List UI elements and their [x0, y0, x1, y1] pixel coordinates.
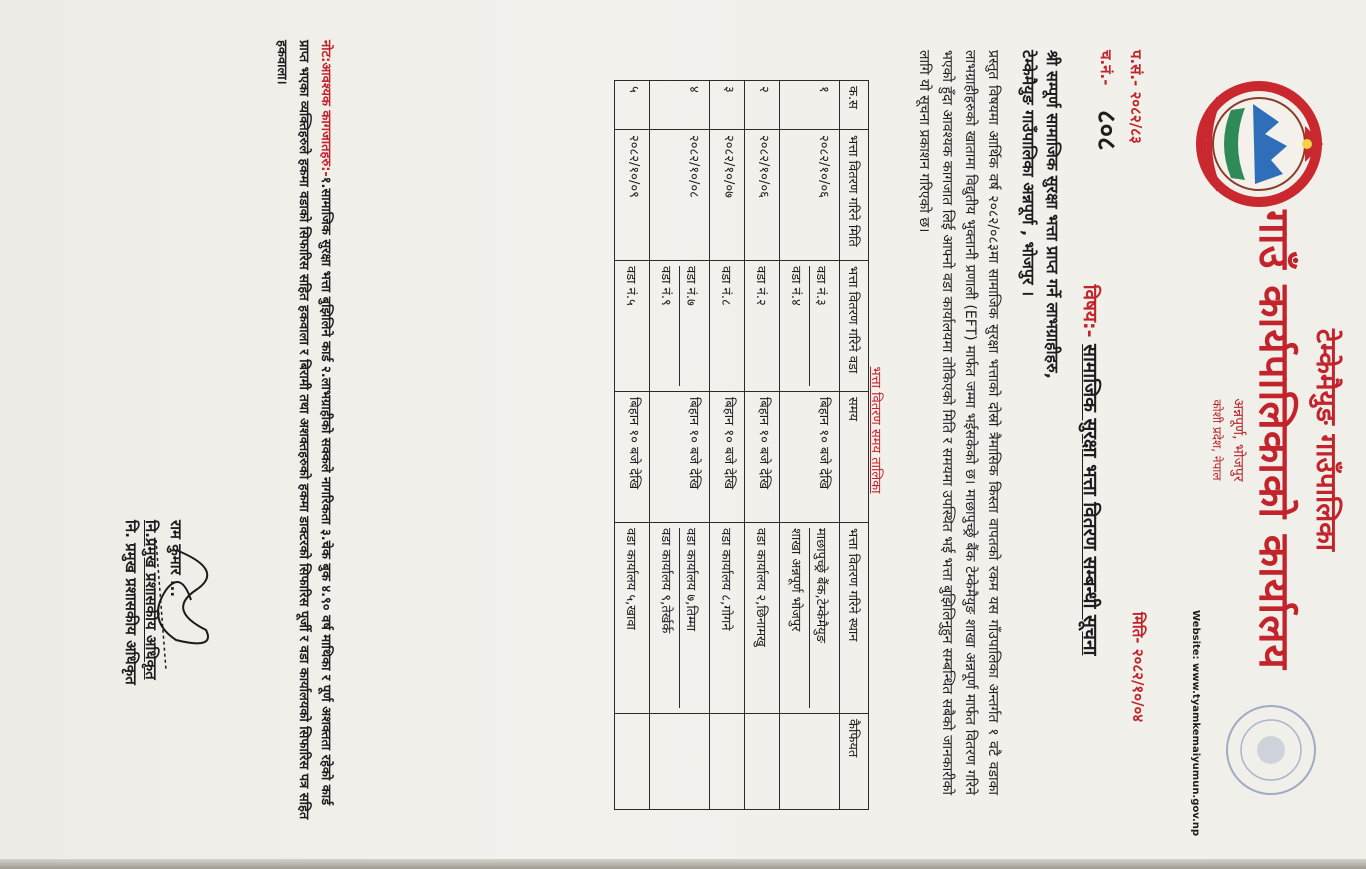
cell-ward-line: वडा नं.५ — [623, 266, 638, 306]
cell-place — [650, 523, 710, 714]
distribution-schedule-table — [614, 80, 869, 810]
cell-place — [780, 523, 840, 714]
header-serial: क.स — [840, 81, 869, 130]
cell-place-line: शाखा अन्नपूर्ण भोजपुर — [785, 528, 810, 708]
cell-ward-line: वडा नं.८ — [718, 266, 733, 306]
signatory-name: राम कुमार ... — [167, 520, 185, 598]
cell-ward — [745, 261, 780, 392]
header-remarks: कैफियत — [840, 714, 869, 810]
cell-place-line: वडा कार्यालय ५,खावा — [623, 528, 638, 630]
header-place: भत्ता वितरण गरिने स्थान — [840, 523, 869, 714]
signatory-title-1: नि.प्रमुख प्रशासकीय अधिकृत — [142, 520, 160, 680]
table-row — [650, 81, 710, 810]
cell-ward-line: वडा नं.३ — [813, 266, 828, 306]
body-paragraph: प्रस्तुत विषयमा आर्थिक वर्ष २०८२/०८३मा सामाजिक सुरक्षा भत्ताको दोस्रो त्रैमासिक किस्ता वापतको रकम यस गाँउपालिका अन्तर्गत १ वटै वडाका लाभग्राहीहरुको खातामा विद्युतीय भुक्तानी प्रणाली (EFT) मार्फत जम्मा भईसकेको छ। माछापुच्छ्रे बैंक टेम्केमैयुङ शाखा अन्नपूर्ण मार्फत वितरण गरिने भएको हुँदा आवश्यक कागजात लिई आफ्नो वडा कार्यालयमा तोकिएको मिति र समयमा उपस्थित भई भत्ता बुझिलिनुहुन सम्बन्धित सबैको जानकारीको लागि यो सूचना प्रकाशन गरिएको छ। — [916, 50, 1001, 795]
cell-remarks — [615, 714, 650, 810]
cell-date: २०८२/१०/०९ — [615, 130, 650, 261]
note-text: १.सामाजिक सुरक्षा भत्ता बुझिलिने कार्ड २.लाभग्राहीको सक्कले नागरिकता ३.चेक बुक ४.९० वर्ष माथिका र पूर्ण अशक्तता रहेको कार्ड प्राप्त भएका व्यक्तिहरुले हकमा वडाको सिफारिस सहित हकवाला र बिरामी तथा अशक्तहरुको हकमा डाक्टरको सिफारिस पूर्जी र वडा कार्यालयको सिफारिस पत्र सहित हकवाला। — [274, 40, 333, 820]
cell-date: २०८२/१०/०६ — [745, 130, 780, 261]
cell-serial: ५ — [615, 81, 650, 130]
cell-remarks — [710, 714, 745, 810]
cell-place — [615, 523, 650, 714]
table-row — [745, 81, 780, 810]
cell-date: २०८२/१०/०६ — [780, 130, 840, 261]
table-row — [780, 81, 840, 810]
cell-date: २०८२/१०/०७ — [710, 130, 745, 261]
website-line: Website: www.tyamkemaiyumun.gov.np — [1190, 610, 1201, 837]
cell-place-line: माछापुच्छ्रे बैंक,टेम्केमैयुङ — [813, 528, 828, 643]
dispatch-number-value: ८०८ — [1091, 110, 1121, 151]
cell-ward-line: वडा नं.४ — [785, 266, 810, 386]
cell-ward-line: वडा नं.९ — [655, 266, 680, 386]
cell-place-line: वडा कार्यालय ९,तेर्खर्क — [655, 528, 680, 708]
cell-place-line: वडा कार्यालय ७,तिम्मा — [683, 528, 698, 632]
subject-label: विषय:- — [1079, 284, 1101, 338]
cell-date: २०८२/१०/०८ — [650, 130, 710, 261]
note-block — [270, 40, 336, 830]
cell-place-line: वडा कार्यालय ८,गोगने — [718, 528, 733, 631]
cell-time: बिहान १० बजे देखि — [780, 392, 840, 523]
dispatch-number-label: च.नं.- — [1097, 50, 1115, 86]
table-row — [710, 81, 745, 810]
subject-text: सामाजिक सुरक्षा भत्ता वितरण सम्बन्धी सूचना — [1079, 344, 1101, 656]
cell-place — [745, 523, 780, 714]
subject-line — [1078, 210, 1104, 730]
cell-remarks — [745, 714, 780, 810]
cell-place-line: वडा कार्यालय २,छिनामखु — [753, 528, 768, 647]
table-body — [615, 81, 840, 810]
note-label: नोट:आवश्यक कागजातहरु:- — [318, 40, 333, 177]
cell-time: बिहान १० बजे देखि — [745, 392, 780, 523]
addressee-line-2: टेम्केमैयुङ गाउँपालिका अन्नपूर्ण , भोजपुर । — [1019, 50, 1038, 297]
cell-serial: २ — [745, 81, 780, 130]
cell-ward-line: वडा नं.२ — [753, 266, 768, 306]
notice-date: मिति- २०८२/१०/०४ — [1129, 612, 1147, 723]
address-line-1: अन्नपूर्ण, भोजपुर — [1230, 398, 1246, 482]
cell-ward — [615, 261, 650, 392]
table-row — [615, 81, 650, 810]
header-date: भत्ता वितरण गरिने मिति — [840, 130, 869, 261]
header-time: समय — [840, 392, 869, 523]
cell-remarks — [650, 714, 710, 810]
cell-time: बिहान १० बजे देखि — [710, 392, 745, 523]
cell-ward-line: वडा नं.७ — [683, 266, 698, 306]
cell-place — [710, 523, 745, 714]
cell-serial: ३ — [710, 81, 745, 130]
cell-serial: १ — [780, 81, 840, 130]
table-header-row — [840, 81, 869, 810]
cell-time: बिहान १० बजे देखि — [615, 392, 650, 523]
office-title: गाउँ कार्यपालिकाको कार्यालय — [1250, 210, 1299, 670]
signatory-title-2: नि. प्रमुख प्रशासकीय अधिकृत — [122, 520, 140, 685]
cell-ward — [650, 261, 710, 392]
cell-serial: ४ — [650, 81, 710, 130]
cell-ward — [780, 261, 840, 392]
address-line-2: कोशी प्रदेश, नेपाल — [1210, 399, 1224, 481]
office-stamp-icon — [1221, 700, 1321, 800]
table-caption: भत्ता वितरण समय तालिका — [868, 366, 883, 494]
cell-ward — [710, 261, 745, 392]
addressee-line-1: श्री सम्पूर्ण सामाजिक सुरक्षा भत्ता प्राप्त गर्ने लाभग्राहीहरु, — [1043, 50, 1062, 379]
org-name: टेम्केमैयुङ गाउँपालिका — [1310, 329, 1343, 551]
reference-number: प.सं.- २०८२/८३ — [1127, 50, 1145, 144]
cell-time: बिहान १० बजे देखि — [650, 392, 710, 523]
cell-remarks — [780, 714, 840, 810]
header-ward: भत्ता वितरण गरिने वडा — [840, 261, 869, 392]
